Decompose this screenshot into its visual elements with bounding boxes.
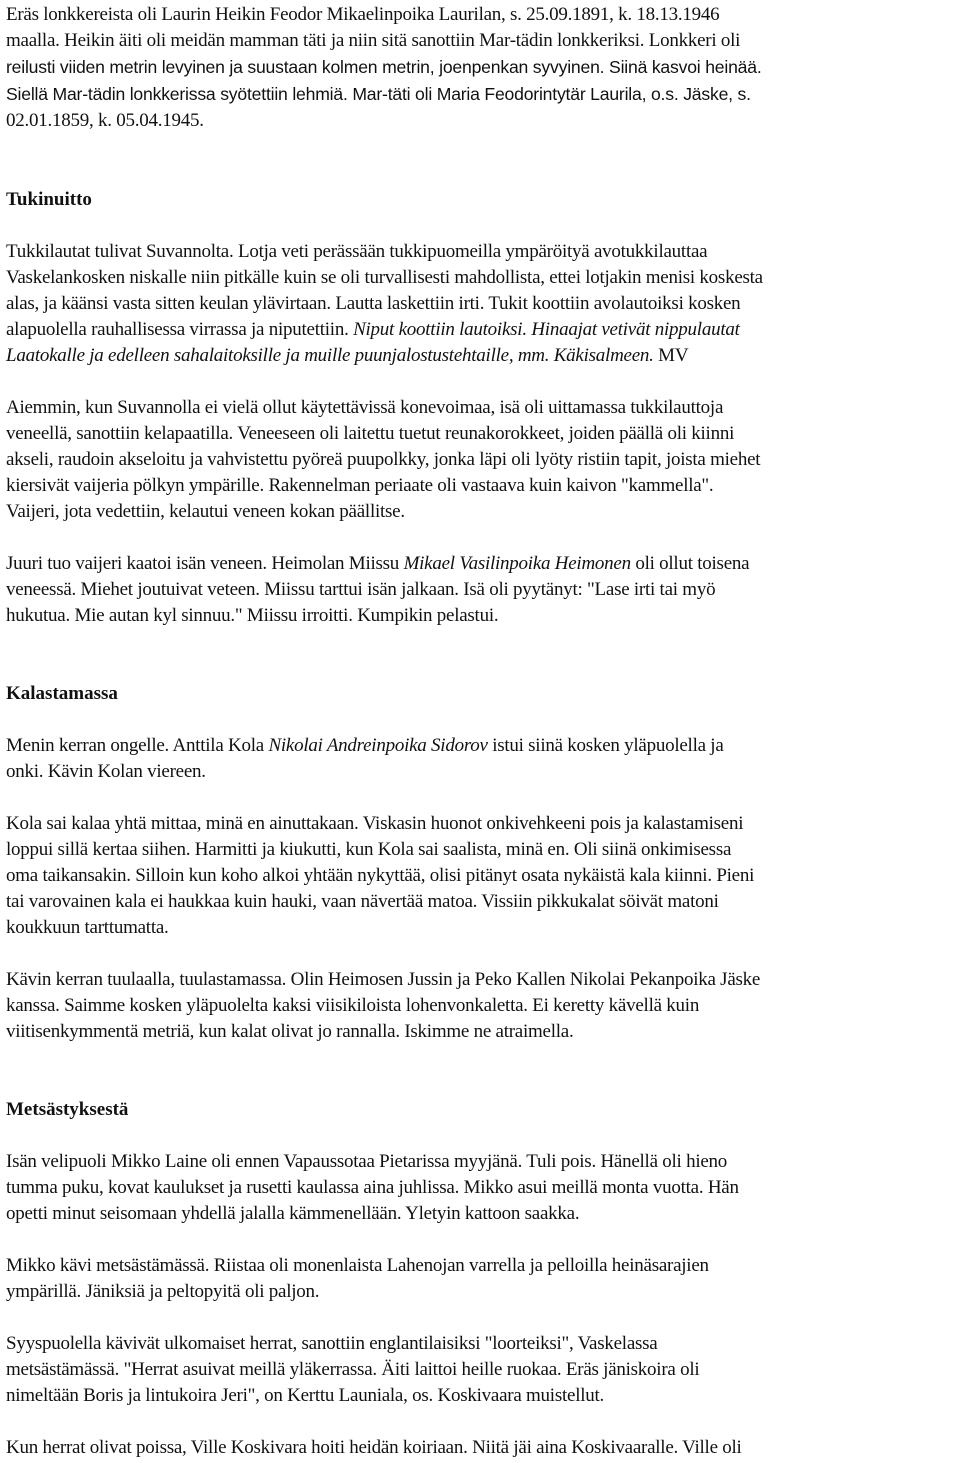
tukinuitto-paragraph-2: Aiemmin, kun Suvannolla ei vielä ollut käytettävissä konevoimaa, isä oli uittamassa tukkilauttoja veneellä, sanottiin kelapaatilla. Veneeseen oli laitettu tuetut reunakorokkeet, joiden päällä oli kiinni akseli, raudoin akselоitu ja vahvistettu pyöreä puupolkky, jonka läpi oli lyöty ristiin tapit, joista miehet kiersivät vaijeria pölkyn ympärille. Rakennelman periaate oli vastaava kuin kaivon "kammella". Vaijeri, jota vedettiin, kelautui veneen kokan päällitse. [6,397,761,522]
spacer [6,785,956,811]
heading-kalastamassa: Kalastamassa [6,683,118,704]
tukinuitto-p1-tail: MV [653,345,689,366]
spacer [6,1409,956,1435]
intro-serif-text: Eräs lonkkereista oli Laurin Heikin Feodor Mikaelinpoika Laurilan, s. 25.09.1891, k. 18.13.1946 maalla. Heikin äiti oli meidän mamman täti ja niin sitä sanottiin Mar-tädin lonkkeriksi. Lonkkeri oli [6,4,741,51]
metsastyksesta-paragraph-4: Kun herrat olivat poissa, Ville Koskivara hoiti heidän koiriaan. Niitä jäi aina Koskivaaralle. Ville oli [6,1437,742,1458]
intro-tail-text: 02.01.1859, k. 05.04.1945. [6,110,204,131]
kalastamassa-p1-start: Menin kerran ongelle. Anttila Kola [6,735,269,756]
spacer [6,707,956,733]
tukinuitto-paragraph-1 [6,239,956,369]
spacer [6,525,956,551]
heading-metsastyksesta: Metsästyksestä [6,1099,129,1120]
metsastyksesta-paragraph-2: Mikko kävi metsästämässä. Riistaa oli monenlaista Lahenojan varrella ja pelloilla heinäsarajien ympärillä. Jäniksiä ja peltopyitä oli paljon. [6,1255,709,1302]
kalastamassa-paragraph-2: Kola sai kalaa yhtä mittaa, minä en ainuttakaan. Viskasin huonot onkivehkeeni pois ja kalastamiseni loppui sillä kertaa siihen. Harmitti ja kiukutti, kun Kola sai saalista, minä en. Oli siinä onkimisessa oma taikansakin. Silloin kun koho alkoi yhtään nykyttää, olisi pitänyt osata nykäistä kala kiinni. Pieni tai varovainen kala ei haukkaa kuin hauki, vaan nävertää matoa. Vissiin pikkukalat söivät matoni koukkuun tarttumatta. [6,813,755,938]
kalastamassa-paragraph-3: Kävin kerran tuulaalla, tuulastamassa. Olin Heimosen Jussin ja Peko Kallen Nikolai Pekanpoika Jäske kanssa. Saimme kosken yläpuolelta kaksi viisikiloista lohenvonkaletta. Ei keretty kävellä kuin viitisenkymmentä metriä, kun kalat olivat jo rannalla. Iskimme ne atraimella. [6,969,761,1042]
spacer [6,1123,956,1149]
tukinuitto-p3-start: Juuri tuo vaijeri kaatoi isän veneen. Heimolan Miissu [6,553,404,574]
spacer [6,1227,956,1253]
intro-paragraph [6,2,956,134]
spacer [6,629,956,681]
tukinuitto-p3-italic-name: Mikael Vasilinpoika Heimonen [403,553,631,574]
spacer [6,213,956,239]
tukinuitto-p1-text: Tukkilautat tulivat Suvannolta. Lotja veti perässään tukkipuomeilla ympäröityä avotukkilauttaa Vaskelankosken niskalle niin pitkälle kuin se oli turvallisesti mahdollista, ettei lotjakin menisi koskesta alas, ja käänsi vasta sitten keulan ylävirtaan. Lautta laskettiin irti. Tukit koottiin avolautoiksi kosken alapuolella rauhallisessa virrassa ja niputettiin. [6,241,763,340]
tukinuitto-paragraph-3 [6,551,956,629]
spacer [6,134,956,187]
intro-sans-text: reilusti viiden metrin levyinen ja suustaan kolmen metrin, joenpenkan syvyinen. Siinä kasvoi heinää. Siellä Mar-tädin lonkkerissa syötettiin lehmiä. Mar-täti oli Maria Feodorintytär Laurila, o.s. Jäske, s. [6,57,762,104]
metsastyksesta-paragraph-1: Isän velipuoli Mikko Laine oli ennen Vapaussotaa Pietarissa myyjänä. Tuli pois. Hänellä oli hieno tumma puku, kovat kaulukset ja rusetti kaulassa aina juhlissa. Mikko asui meillä monta vuotta. Hän opetti minut seisomaan yhdellä jalalla kämmenellään. Yletyin kattoon saakka. [6,1151,739,1224]
metsastyksesta-paragraph-3: Syyspuolella kävivät ulkomaiset herrat, sanottiin englantilaisiksi "loorteiksi", Vaskelassa metsästämässä. "Herrat asuivat meillä yläkerrassa. Äiti laittoi heille ruokaa. Eräs jäniskoira oli nimeltään Boris ja lintukoira Jeri", on Kerttu Launiala, os. Koskivaara muistellut. [6,1333,700,1406]
spacer [6,1305,956,1331]
document-page [6,0,956,1461]
kalastamassa-p1-italic-name: Nikolai Andreinpoika Sidorov [268,735,488,756]
tukinuitto-p3-rest: oli ollut toisena veneessä. Miehet joutuivat veteen. Miissu tarttui isän jalkaan. Isä oli pyytänyt: "Lase irti tai myö hukutua. Mie autan kyl sinnuu." Miissu irroitti. Kumpikin pelastui. [6,553,750,626]
tukinuitto-p1-italic: Niput koottiin lautoiksi. Hinaajat vetivät nippulautat Laatokalle ja edelleen sahalaitoksille ja muille puunjalostustehtaille, mm. Käkisalmeen. [6,319,740,366]
heading-tukinuitto: Tukinuitto [6,189,92,210]
kalastamassa-paragraph-1 [6,733,956,785]
spacer [6,369,956,395]
kalastamassa-p1-rest: istui siinä kosken yläpuolella ja onki. Kävin Kolan viereen. [6,735,724,782]
spacer [6,941,956,967]
spacer [6,1045,956,1097]
